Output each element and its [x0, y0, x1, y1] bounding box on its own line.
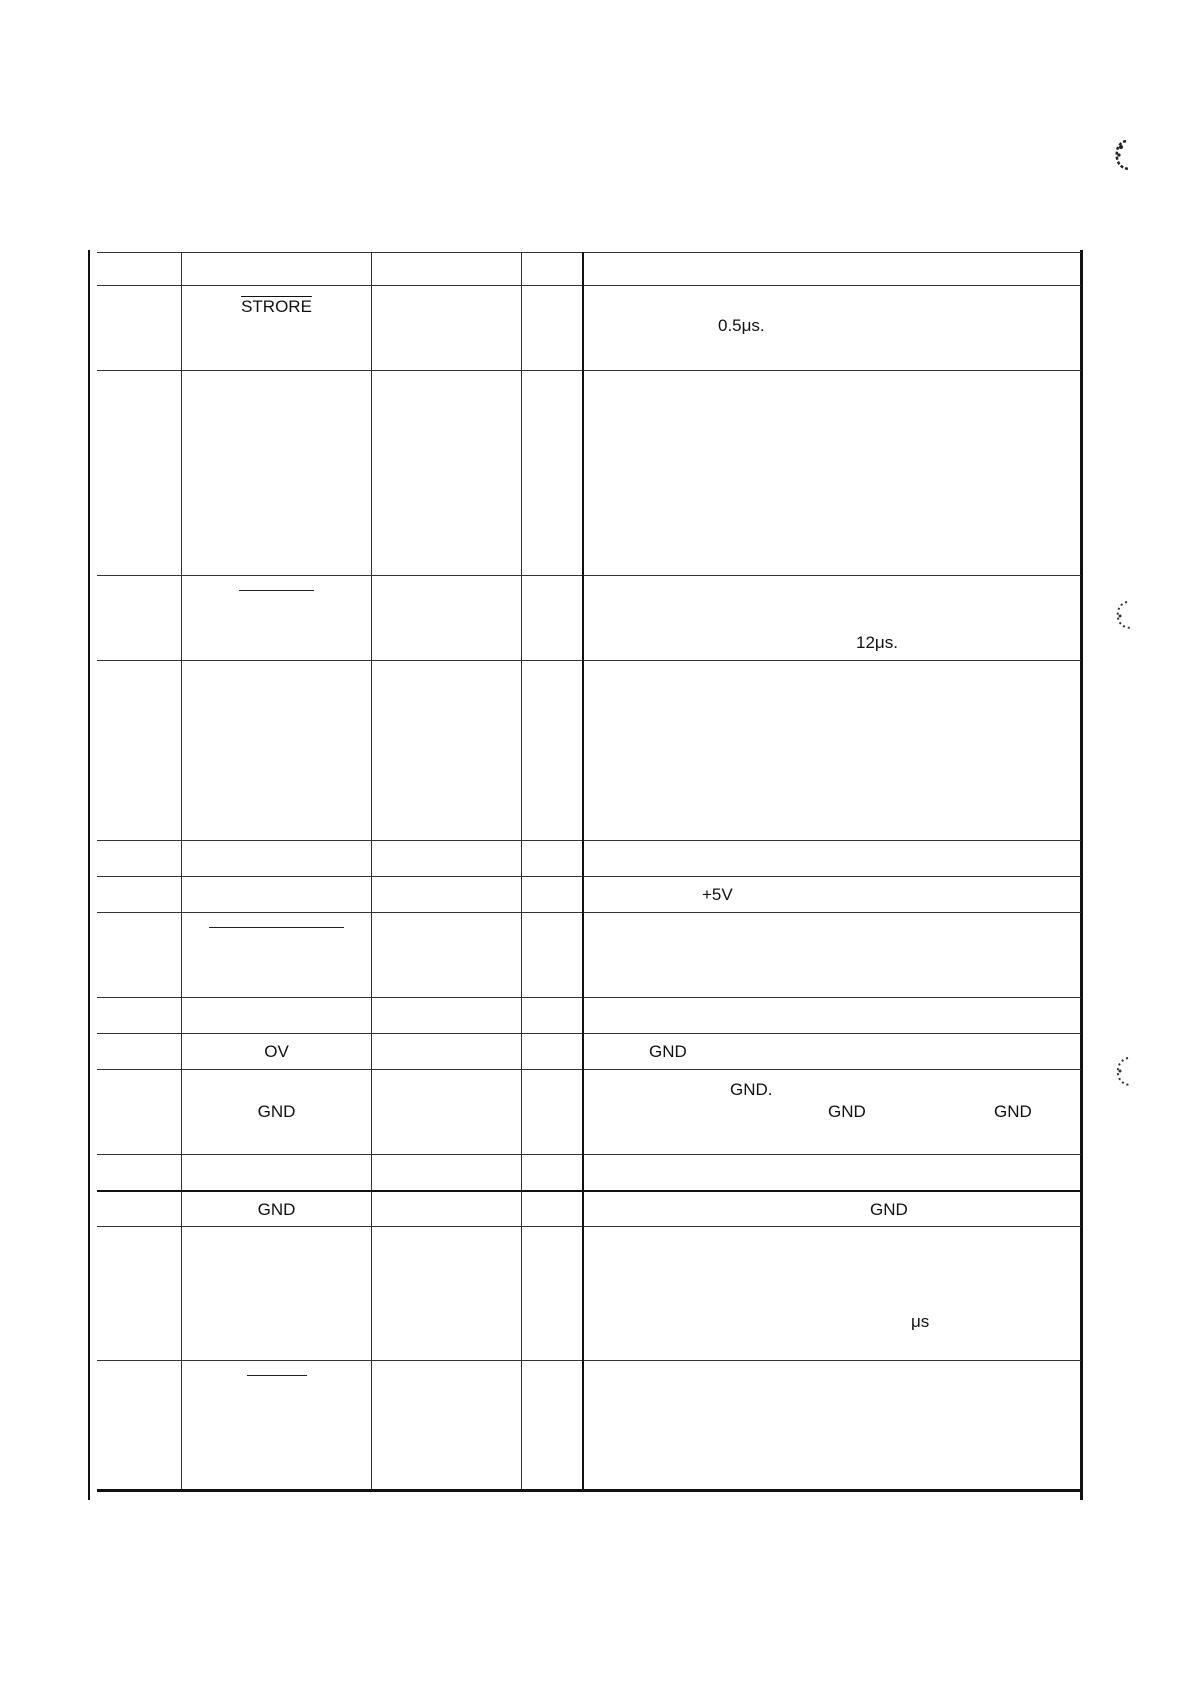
header-cell [97, 253, 182, 286]
description-text: 12μs. [856, 633, 898, 652]
signal-name: GND [257, 1199, 296, 1219]
table-row [97, 661, 1081, 841]
table-row [97, 998, 1081, 1034]
punch-hole-icon [1112, 598, 1138, 632]
table-row [97, 1361, 1081, 1491]
table-row [97, 1034, 1081, 1070]
header-cell [372, 253, 522, 286]
description-text: GND [870, 1199, 908, 1219]
table-row [97, 371, 1081, 576]
table-header-row [97, 253, 1081, 286]
description-text: +5V [702, 885, 733, 904]
header-cell [182, 253, 372, 286]
description-text: GND [828, 1102, 866, 1121]
table-row [97, 913, 1081, 998]
header-cell [522, 253, 584, 286]
pin-assignment-table [97, 252, 1081, 1492]
table-row [97, 1155, 1081, 1191]
signal-name: OV [264, 1042, 289, 1061]
signal-name: GND [257, 1102, 296, 1121]
table-row [97, 1070, 1081, 1155]
table-row [97, 286, 1081, 371]
signal-name: STRORE [241, 297, 312, 316]
table-frame-left [88, 250, 90, 1500]
signal-overbar [239, 590, 314, 591]
signal-overbar [247, 1375, 307, 1376]
table-row [97, 1227, 1081, 1361]
description-text: GND [994, 1102, 1032, 1121]
description-text: 0.5μs. [718, 316, 765, 335]
header-cell [583, 253, 1081, 286]
signal-overbar [209, 927, 344, 928]
table-row [97, 576, 1081, 661]
description-text: GND [649, 1042, 687, 1061]
table-row [97, 841, 1081, 877]
description-text: GND. [730, 1080, 773, 1099]
table-row [97, 877, 1081, 913]
punch-hole-icon [1112, 1055, 1138, 1089]
description-text: μs [911, 1312, 930, 1331]
table-row [97, 1191, 1081, 1227]
punch-hole-icon [1112, 138, 1138, 172]
